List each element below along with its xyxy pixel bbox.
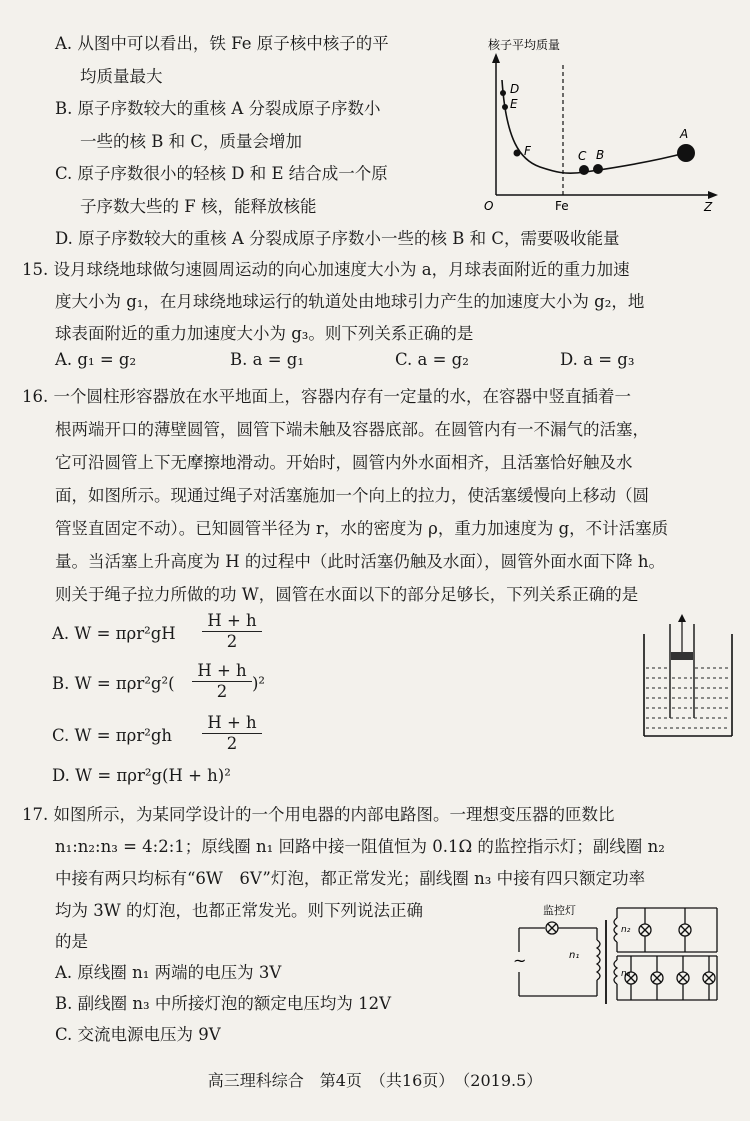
q14-option-c: C. 原子序数很小的轻核 D 和 E 结合成一个原 — [55, 164, 388, 183]
q15-line-2: 度大小为 g₁，在月球绕地球运行的轨道处由地球引力产生的加速度大小为 g₂，地 — [55, 292, 645, 311]
q17-line-3: 中接有两只均标有“6W 6V”灯泡，都正常发光；副线圈 n₃ 中接有四只额定功率 — [55, 869, 646, 888]
q16-line-2: 根两端开口的薄壁圆管，圆管下端未触及容器底部。在圆管内有一不漏气的活塞， — [55, 420, 649, 439]
ac-source-symbol: ~ — [513, 951, 527, 970]
q17-circuit-diagram — [505, 900, 733, 1012]
coil-n2-label: n₂ — [621, 925, 631, 935]
coil-n3-label: n₃ — [621, 969, 631, 979]
q14-graph — [470, 35, 725, 215]
q17-line-2: n₁:n₂:n₃ = 4:2:1；原线圈 n₁ 回路中接一阻值恒为 0.1Ω 的监控指示灯；副线圈 n₂ — [55, 837, 665, 856]
monitor-lamp-label: 监控灯 — [543, 904, 576, 917]
q17-line-1: 17. 如图所示，为某同学设计的一个用电器的内部电路图。一理想变压器的匝数比 — [22, 805, 615, 824]
q15-option-c: C. a = g₂ — [395, 350, 469, 369]
q14-option-b-cont: 一些的核 B 和 C，质量会增加 — [80, 132, 302, 151]
page-footer: 高三理科综合 第4页 （共16页） （2019.5） — [207, 1071, 543, 1090]
coil-n1-label: n₁ — [569, 950, 580, 961]
graph-point-c: C — [578, 149, 587, 163]
graph-point-f: F — [524, 144, 531, 158]
q14-option-a-cont: 均质量最大 — [80, 67, 163, 86]
q14-option-b: B. 原子序数较大的重核 A 分裂成原子序数小 — [55, 99, 381, 118]
q15-option-d: D. a = g₃ — [560, 350, 635, 369]
q14-option-d: D. 原子序数较大的重核 A 分裂成原子序数小一些的核 B 和 C，需要吸收能量 — [55, 229, 620, 248]
graph-ylabel: 核子平均质量 — [488, 38, 561, 52]
q14-option-a: A. 从图中可以看出，铁 Fe 原子核中核子的平 — [55, 34, 389, 53]
q15-line-3: 球表面附近的重力加速度大小为 g₃。则下列关系正确的是 — [55, 324, 474, 343]
q16-line-6: 量。当活塞上升高度为 H 的过程中（此时活塞仍触及水面），圆管外面水面下降 h。 — [55, 552, 666, 571]
graph-point-e: E — [510, 97, 518, 111]
graph-xlabel: Z — [704, 200, 713, 214]
q14-option-c-cont: 子序数大些的 F 核，能释放核能 — [80, 197, 317, 216]
q17-line-5: 的是 — [55, 932, 88, 951]
q15-line-1: 15. 设月球绕地球做匀速圆周运动的向心加速度大小为 a，月球表面附近的重力加速 — [22, 260, 630, 279]
q16-line-4: 面，如图所示。现通过绳子对活塞施加一个向上的拉力，使活塞缓慢向上移动（圆 — [55, 486, 649, 505]
graph-origin: O — [484, 199, 494, 213]
q16-container-figure — [632, 612, 740, 742]
q17-option-c: C. 交流电源电压为 9V — [55, 1025, 221, 1044]
graph-point-b: B — [596, 148, 605, 162]
q17-option-b: B. 副线圈 n₃ 中所接灯泡的额定电压均为 12V — [55, 994, 392, 1013]
q17-option-a: A. 原线圈 n₁ 两端的电压为 3V — [55, 963, 282, 982]
q15-option-b: B. a = g₁ — [230, 350, 304, 369]
q16-line-5: 管竖直固定不动）。已知圆管半径为 r，水的密度为 ρ，重力加速度为 g，不计活塞质 — [55, 519, 669, 538]
q16-line-3: 它可沿圆管上下无摩擦地滑动。开始时，圆管内外水面相齐，且活塞恰好触及水 — [55, 453, 633, 472]
q16-line-1: 16. 一个圆柱形容器放在水平地面上，容器内存有一定量的水，在容器中竖直插着一 — [22, 387, 631, 406]
q17-line-4: 均为 3W 的灯泡，也都正常发光。则下列说法正确 — [55, 901, 423, 920]
q16-line-7: 则关于绳子拉力所做的功 W，圆管在水面以下的部分足够长，下列关系正确的是 — [55, 585, 639, 604]
q16-option-d: D. W = πρr²g(H + h)² — [52, 766, 231, 785]
graph-point-d: D — [510, 82, 520, 96]
graph-fe-label: Fe — [555, 199, 569, 213]
q15-option-a: A. g₁ = g₂ — [55, 350, 137, 369]
graph-point-a: A — [680, 127, 689, 141]
q15-options — [55, 350, 695, 374]
